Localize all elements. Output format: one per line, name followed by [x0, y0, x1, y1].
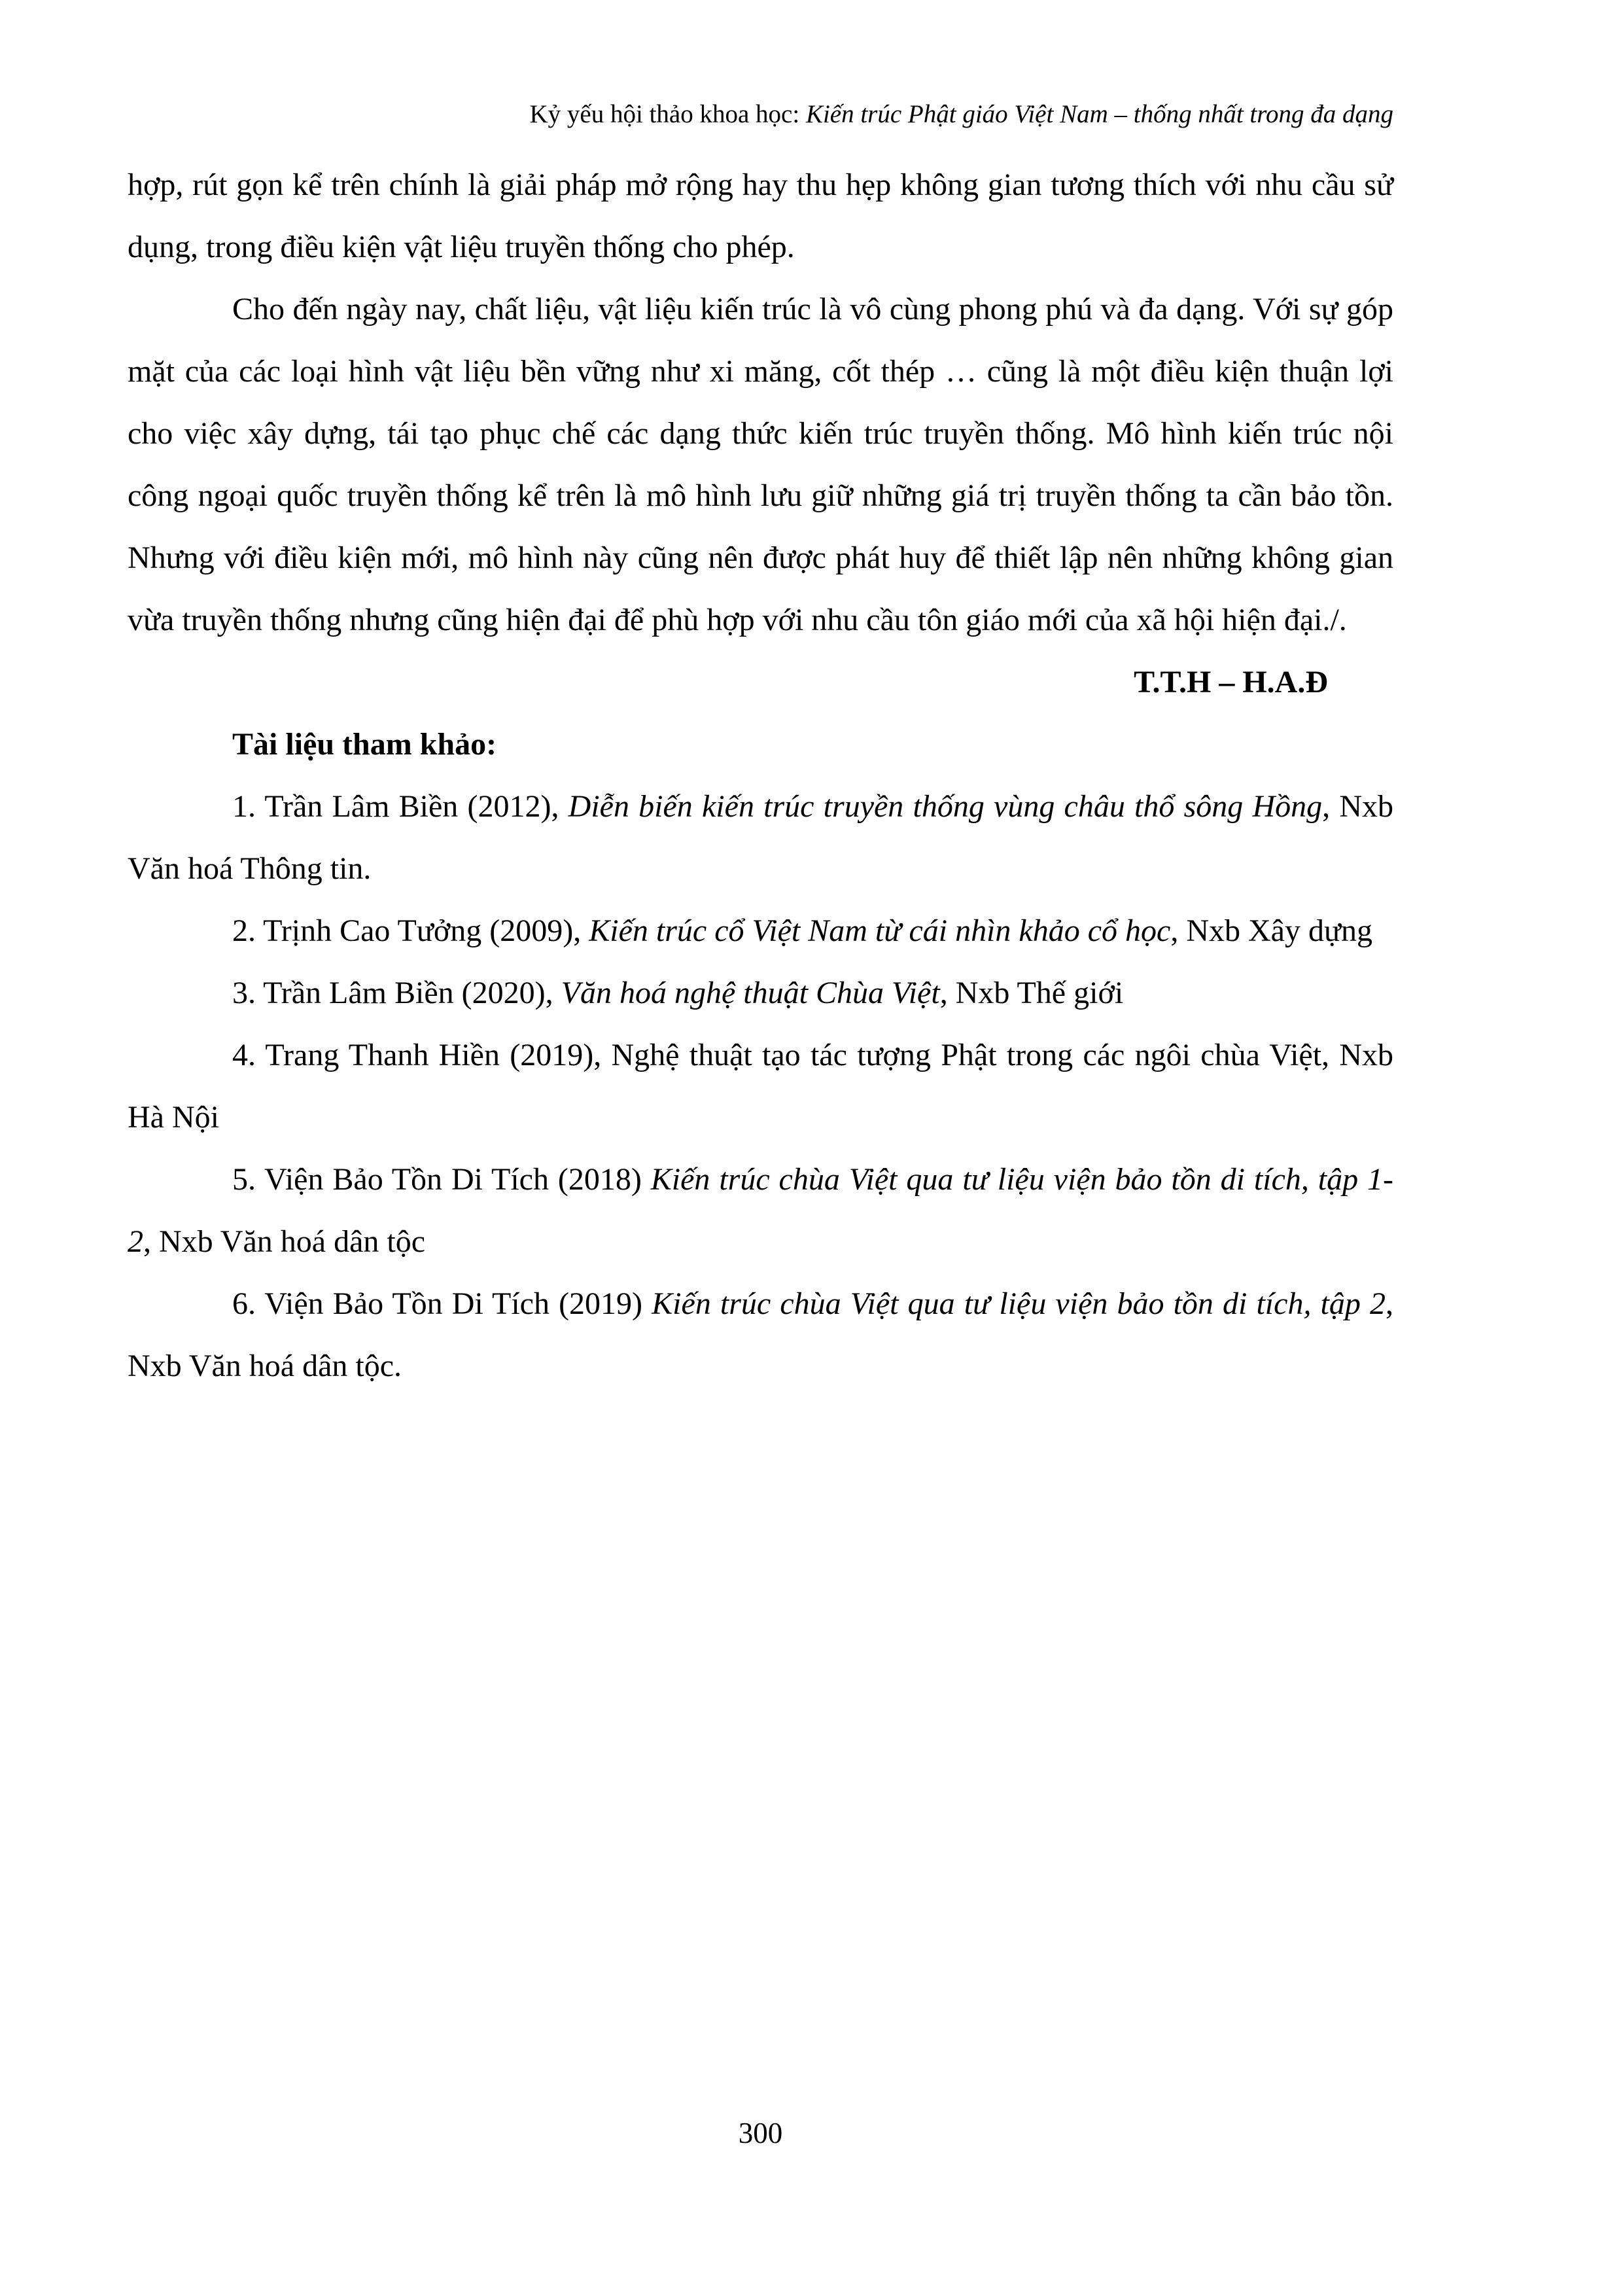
reference-item: [128, 962, 1393, 1024]
reference-item: [128, 775, 1393, 900]
reference-item: [128, 1148, 1393, 1273]
references-heading: Tài liệu tham khảo:: [232, 727, 497, 762]
running-header: [128, 98, 1393, 131]
reference-item: [128, 900, 1393, 962]
reference-item: [128, 1024, 1393, 1148]
reference-text: 5. Viện Bảo Tồn Di Tích (2018): [232, 1162, 651, 1197]
page-content: [128, 154, 1393, 1397]
reference-title-italic: Kiến trúc cổ Việt Nam từ cái nhìn khảo cổ học: [589, 913, 1171, 948]
running-header-title: Kiến trúc Phật giáo Việt Nam – thống nhất trong đa dạng: [805, 100, 1393, 128]
reference-text: , Nxb Văn hoá Thông tin.: [128, 789, 1394, 886]
author-initials: T.T.H – H.A.Đ: [1134, 665, 1328, 699]
reference-text: 2. Trịnh Cao Tưởng (2009),: [232, 913, 589, 948]
reference-text: , Nxb Thế giới: [939, 976, 1124, 1010]
reference-text: 6. Viện Bảo Tồn Di Tích (2019): [232, 1286, 652, 1321]
reference-title-italic: Văn hoá nghệ thuật Chùa Việt: [561, 976, 940, 1010]
running-header-prefix: Kỷ yếu hội thảo khoa học:: [529, 100, 806, 128]
reference-item: [128, 1273, 1393, 1397]
reference-text: 4. Trang Thanh Hiền (2019), Nghệ thuật tạo tác tượng Phật trong các ngôi chùa Việt, Nxb Hà Nội: [128, 1038, 1393, 1135]
body-paragraph-continuation: hợp, rút gọn kể trên chính là giải pháp mở rộng hay thu hẹp không gian tương thích với nhu cầu sử dụng, trong điều kiện vật liệu truyền thống cho phép.: [128, 168, 1393, 264]
reference-text: , Nxb Văn hoá dân tộc.: [128, 1286, 1394, 1383]
reference-text: 1. Trần Lâm Biền (2012),: [232, 789, 568, 824]
reference-text: , Nxb Văn hoá dân tộc: [143, 1224, 426, 1259]
reference-title-italic: Diễn biến kiến trúc truyền thống vùng châu thổ sông Hồng: [568, 789, 1323, 824]
reference-text: 3. Trần Lâm Biền (2020),: [232, 976, 561, 1010]
reference-title-italic: Kiến trúc chùa Việt qua tư liệu viện bảo tồn di tích, tập 1- 2: [128, 1162, 1394, 1259]
body-paragraph: Cho đến ngày nay, chất liệu, vật liệu kiến trúc là vô cùng phong phú và đa dạng. Với sự góp mặt của các loại hình vật liệu bền vững như xi măng, cốt thép … cũng là một điều kiện thuận lợi cho việc xây dựng, tái tạo phục chế các dạng thức kiến trúc truyền thống. Mô hình kiến trúc nội công ngoại quốc truyền thống kể trên là mô hình lưu giữ những giá trị truyền thống ta cần bảo tồn. Nhưng với điều kiện mới, mô hình này cũng nên được phát huy để thiết lập nên những không gian vừa truyền thống nhưng cũng hiện đại để phù hợp với nhu cầu tôn giáo mới của xã hội hiện đại./.: [128, 292, 1393, 637]
reference-title-italic: Kiến trúc chùa Việt qua tư liệu viện bảo tồn di tích, tập 2: [652, 1286, 1386, 1321]
page-number: 300: [738, 2117, 783, 2149]
reference-text: , Nxb Xây dựng: [1170, 913, 1372, 948]
